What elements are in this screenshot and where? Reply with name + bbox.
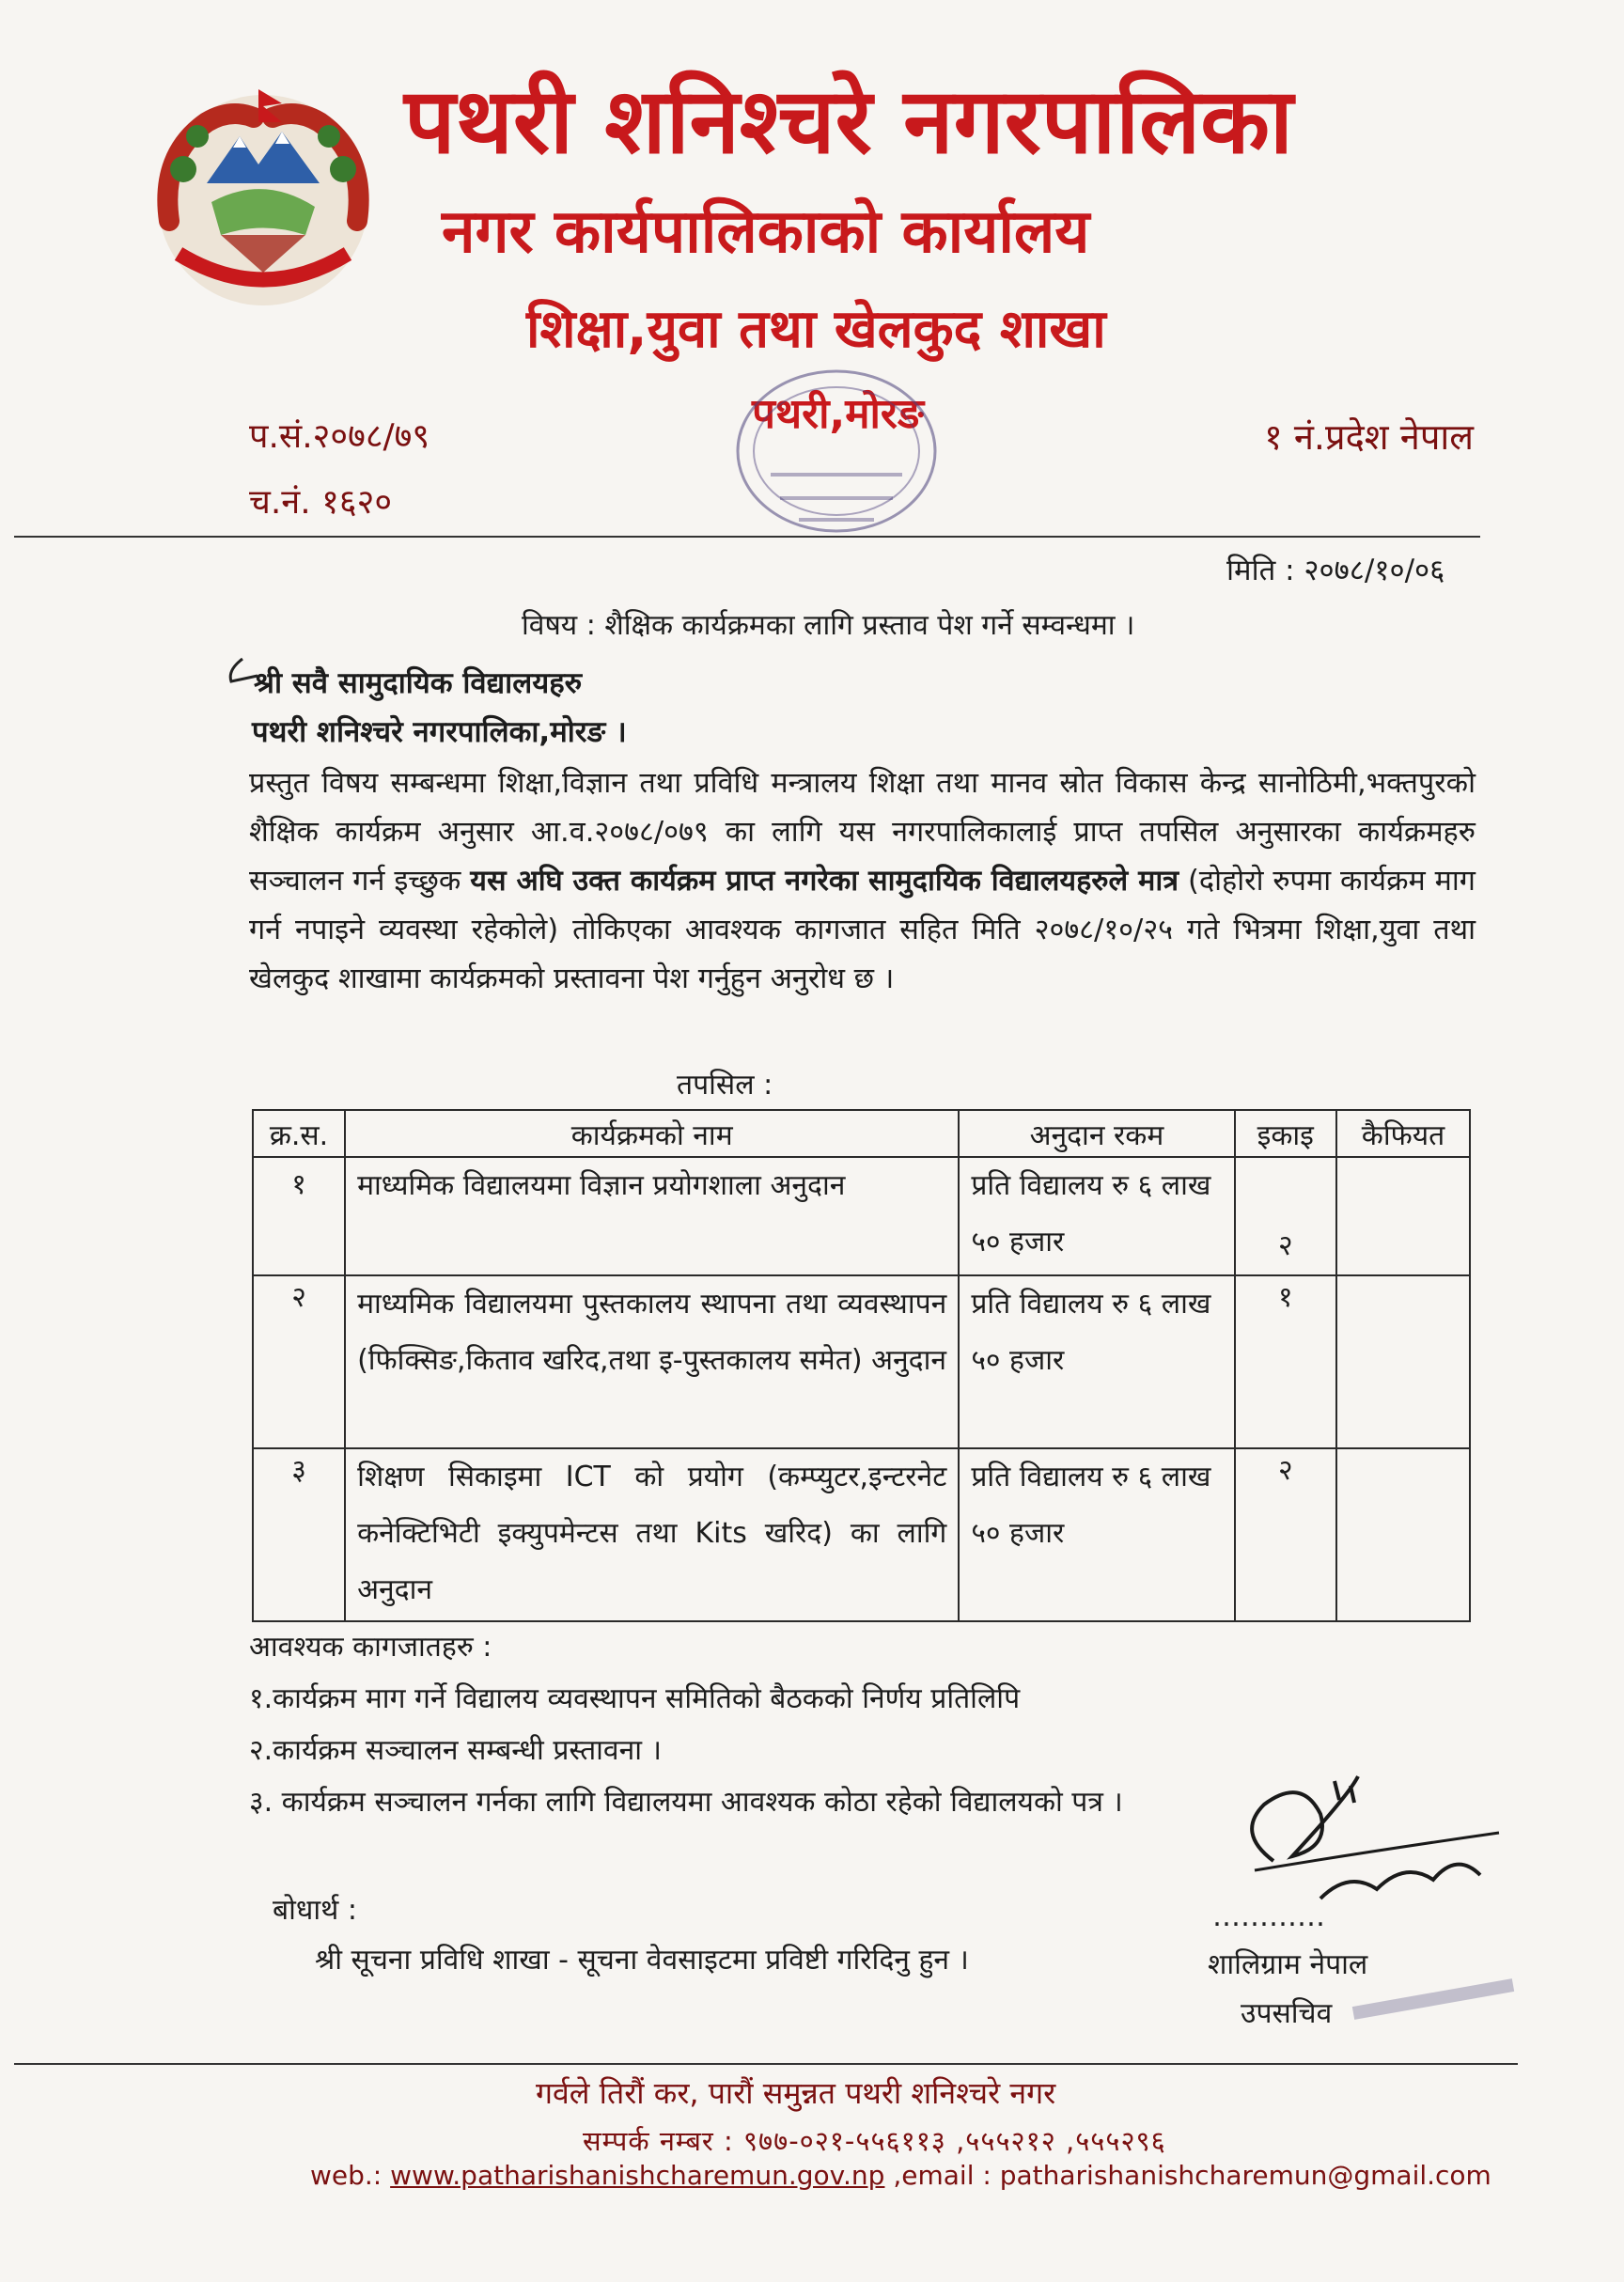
email-address[interactable]: patharishanishcharemun@gmail.com [999,2160,1491,2191]
row-program-name: शिक्षण सिकाइमा ICT को प्रयोग (कम्प्युटर,इन्टरनेट कनेक्टिभिटी इक्युपमेन्टस तथा Kits खरिद) का लागि अनुदान [345,1448,959,1621]
row-remarks [1336,1448,1470,1621]
row-sn: १ [253,1157,345,1275]
letter-subject: विषय : शैक्षिक कार्यक्रमका लागि प्रस्ताव पेश गर्ने सम्वन्धमा । [522,609,1135,642]
row-grant-amount: प्रति विद्यालय रु ६ लाख ५० हजार [959,1157,1234,1275]
table-row [253,1448,1470,1621]
province-name: १ नं.प्रदेश नेपाल [1264,416,1475,458]
municipality-name: पथरी शनिश्चरे नगरपालिका [404,69,1293,174]
nepal-emblem-icon [141,80,385,315]
required-document-item: १.कार्यक्रम माग गर्ने विद्यालय व्यवस्थापन समितिको बैठकको निर्णय प्रतिलिपि [249,1682,1021,1715]
tapasil-label: तपसिल : [677,1069,773,1102]
row-unit: १ [1235,1275,1337,1448]
row-unit: २ [1235,1448,1337,1621]
row-unit: २ [1235,1157,1337,1275]
footer-motto: गर्वले तिरौं कर, पारौं समुन्नत पथरी शनिश्चरे नगर [536,2075,1056,2111]
body-part-2: (दोहोरो रुपमा कार्यक्रम माग गर्न नपाइने व्यवस्था रहेकोले) तोकिएका आवश्यक कागजात सहित मिति २०७८/१०/२५ गते भित्रमा शिक्षा,युवा तथा खेलकुद शाखामा कार्यक्रमको प्रस्तावना पेश गर्नुहुन अनुरोध छ । [249,865,1476,995]
web-label: web.: [310,2160,383,2191]
bodhartha-label: बोधार्थ : [273,1894,357,1927]
office-location: पथरी,मोरङ [752,390,924,438]
letter-date: मिति : २०७८/१०/०६ [1226,554,1445,587]
body-bold-text: यस अघि उक्त कार्यक्रम प्राप्त नगरेका सामुदायिक विद्यालयहरुले मात्र [470,865,1179,898]
row-sn: ३ [253,1448,345,1621]
table-row [253,1157,1470,1275]
footer-web [310,2160,1491,2191]
header-sn: क्र.स. [253,1110,345,1157]
signatory-name: शालिग्राम नेपाल [1208,1948,1368,1981]
addressee-line-1: श्री सवै सामुदायिक विद्यालयहरु [254,666,583,700]
body-part-1: प्रस्तुत विषय सम्बन्धमा शिक्षा,विज्ञान तथा प्रविधि मन्त्रालय शिक्षा तथा मानव स्रोत विकास केन्द्र सानोठिमी,भक्तपुरको शैक्षिक कार्यक्रम अनुसार आ.व.२०७८/०७९ का लागि यस नगरपालिकालाई प्राप्त तपसिल अनुसारका कार्यक्रमहरु सञ्चालन गर्न इच्छुक [249,767,1476,898]
row-grant-amount: प्रति विद्यालय रु ६ लाख ५० हजार [959,1275,1234,1448]
program-table [252,1109,1471,1622]
required-document-item: २.कार्यक्रम सञ्चालन सम्बन्धी प्रस्तावना । [249,1734,662,1767]
footer-divider [14,2063,1518,2065]
table-row [253,1275,1470,1448]
addressee-line-2: पथरी शनिश्चरे नगरपालिका,मोरङ । [252,715,627,749]
reference-number: प.सं.२०७८/७९ [249,417,430,456]
header-divider [14,536,1480,538]
signatory-designation: उपसचिव [1241,1997,1333,2030]
website-link[interactable]: www.patharishanishcharemun.gov.np [390,2160,885,2191]
signature-dots: ………… [1212,1900,1325,1933]
row-remarks [1336,1275,1470,1448]
header-remarks: कैफियत [1336,1110,1470,1157]
header-grant-amount: अनुदान रकम [959,1110,1234,1157]
required-documents-heading: आवश्यक कागजातहरु : [249,1631,492,1664]
office-seal-icon [714,362,949,545]
table-header-row [253,1110,1470,1157]
header-unit: इकाइ [1235,1110,1337,1157]
header-program-name: कार्यक्रमको नाम [345,1110,959,1157]
row-program-name: माध्यमिक विद्यालयमा पुस्तकालय स्थापना तथा व्यवस्थापन (फिक्सिङ,किताव खरिद,तथा इ-पुस्तकालय समेत) अनुदान [345,1275,959,1448]
section-name: शिक्षा,युवा तथा खेलकुद शाखा [526,299,1106,360]
row-grant-amount: प्रति विद्यालय रु ६ लाख ५० हजार [959,1448,1234,1621]
designation-stamp-icon [1344,1957,1522,2032]
bodhartha-line: श्री सूचना प्रविधि शाखा - सूचना वेवसाइटमा प्रविष्टी गरिदिनु हुन । [315,1944,969,1977]
row-program-name: माध्यमिक विद्यालयमा विज्ञान प्रयोगशाला अनुदान [345,1157,959,1275]
row-remarks [1336,1157,1470,1275]
footer-contact: सम्पर्क नम्बर : ९७७-०२१-५५६११३ ,५५५२१२ ,५५५२९६ [583,2125,1166,2157]
dispatch-number: च.नं. १६२० [249,483,393,522]
row-sn: २ [253,1275,345,1448]
email-label: ,email : [893,2160,992,2191]
letter-body [249,759,1476,1004]
required-document-item: ३. कार्यक्रम सञ्चालन गर्नका लागि विद्यालयमा आवश्यक कोठा रहेको विद्यालयको पत्र । [249,1786,1123,1819]
office-name: नगर कार्यपालिकाको कार्यालय [442,197,1090,267]
